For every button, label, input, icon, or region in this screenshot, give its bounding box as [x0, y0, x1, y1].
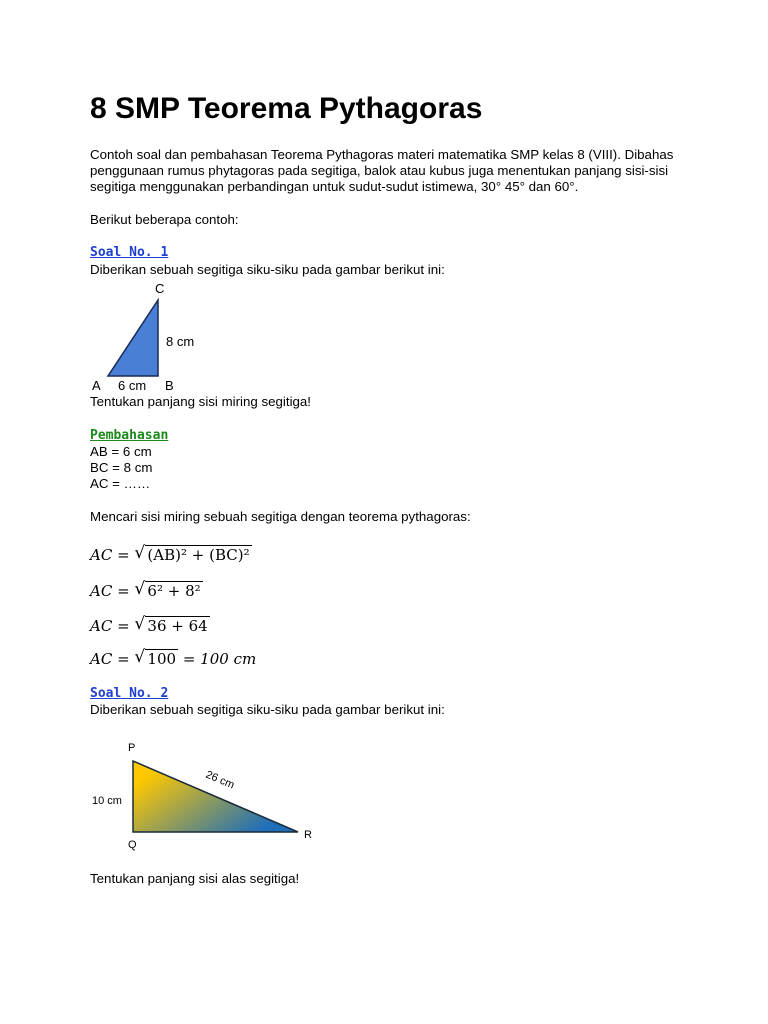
given-line-bc: BC = 8 cm — [90, 460, 153, 475]
equation-3: AC = √ 36 + 64 — [90, 616, 210, 635]
triangle-abc-figure — [90, 278, 220, 396]
given-line-ac: AC = …… — [90, 476, 151, 491]
label-a: A — [92, 378, 101, 393]
label-q: Q — [128, 839, 137, 851]
equation-1: AC = √ (AB)² + (BC)² — [90, 545, 252, 564]
soal-2-heading[interactable]: Soal No. 2 — [90, 686, 169, 701]
side-pr-label: 26 cm — [203, 768, 237, 792]
label-b: B — [165, 378, 174, 393]
label-p: P — [128, 742, 136, 754]
soal-1-heading[interactable]: Soal No. 1 — [90, 245, 169, 260]
label-r: R — [304, 829, 312, 841]
page-title: 8 SMP Teorema Pythagoras — [90, 92, 483, 125]
triangle-pqr-figure — [90, 735, 330, 855]
given-line-ab: AB = 6 cm — [90, 444, 152, 459]
soal-2-prompt: Diberikan sebuah segitiga siku-siku pada gambar berikut ini: — [90, 702, 445, 717]
side-pq-label: 10 cm — [92, 795, 122, 807]
equation-4: AC = √ 100 = 100 cm — [90, 649, 256, 668]
side-bc-label: 8 cm — [166, 334, 195, 349]
equation-2: AC = √ 6² + 8² — [90, 581, 203, 600]
triangle-abc-shape — [108, 300, 158, 376]
side-ab-label: 6 cm — [118, 378, 147, 393]
soal-2-question: Tentukan panjang sisi alas segitiga! — [90, 871, 300, 886]
soal-1-prompt: Diberikan sebuah segitiga siku-siku pada gambar berikut ini: — [90, 262, 445, 277]
intro-paragraph: Contoh soal dan pembahasan Teorema Pythagoras materi matematika SMP kelas 8 (VIII). Dibahas penggunaan rumus phytagoras pada segitiga, balok atau kubus juga menentukan panjang sisi-sisi segitiga menggunakan perbandingan untuk sudut-sudut istimewa, 30° 45° dan 60°. — [90, 147, 674, 194]
method-text: Mencari sisi miring sebuah segitiga dengan teorema pythagoras: — [90, 509, 471, 524]
pembahasan-heading[interactable]: Pembahasan — [90, 428, 169, 443]
examples-lead: Berikut beberapa contoh: — [90, 212, 239, 227]
soal-1-question: Tentukan panjang sisi miring segitiga! — [90, 394, 312, 409]
label-c: C — [155, 281, 165, 296]
